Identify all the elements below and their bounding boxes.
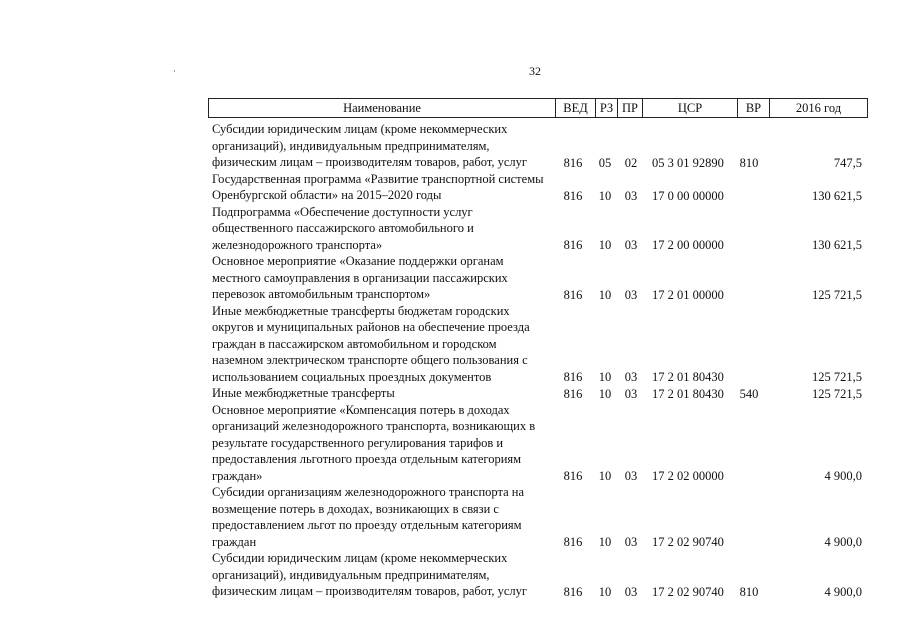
row-vr: 540 <box>739 386 759 401</box>
header-vr: ВР <box>738 99 770 117</box>
row-ved: 816 <box>563 287 583 302</box>
table-row <box>0 385 905 402</box>
row-name-line: Основное мероприятие «Оказание поддержки органам <box>212 254 504 268</box>
row-name <box>212 484 557 550</box>
row-ved: 816 <box>563 155 583 170</box>
row-name-line: Подпрограмма «Обеспечение доступности услуг <box>212 204 473 219</box>
row-csr: 17 2 02 00000 <box>652 469 724 483</box>
row-name-line: Государственная программа «Развитие транспортной системы <box>212 171 544 186</box>
row-name-line: Иные межбюджетные трансферты бюджетам городских <box>212 303 510 318</box>
row-rz: 10 <box>598 386 612 401</box>
row-sum: 4 900,0 <box>824 584 862 599</box>
row-vr: 810 <box>739 155 759 170</box>
row-pr: 03 <box>624 535 638 549</box>
row-rz: 10 <box>598 584 612 599</box>
row-ved: 816 <box>563 584 583 599</box>
row-name <box>212 121 557 171</box>
row-csr: 17 2 00 00000 <box>652 238 724 252</box>
table-row <box>0 204 905 254</box>
header-rz: РЗ <box>596 99 618 117</box>
row-name <box>212 385 557 402</box>
row-name-line: организаций железнодорожного транспорта, возникающих в <box>212 419 536 433</box>
row-sum: 130 621,5 <box>812 188 862 203</box>
row-vr <box>737 287 761 303</box>
row-name-line: округов и муниципальных районов на обеспечение проезда <box>212 320 530 334</box>
row-name-line: Субсидии организациям железнодорожного транспорта на <box>212 485 525 499</box>
row-sum: 125 721,5 <box>812 370 862 384</box>
row-ved: 816 <box>563 469 583 483</box>
row-name-line: общественного пассажирского автомобильного и <box>212 221 474 235</box>
row-ved: 816 <box>563 535 583 549</box>
table-row <box>0 171 905 204</box>
row-name-line: Субсидии юридическим лицам (кроме некоммерческих <box>212 122 508 136</box>
row-pr: 03 <box>624 188 638 203</box>
row-csr: 17 2 01 80430 <box>652 386 724 401</box>
header-ved: ВЕД <box>556 99 596 117</box>
row-name-line: граждан <box>212 534 257 549</box>
row-csr: 17 2 02 90740 <box>652 535 724 549</box>
row-rz: 05 <box>598 155 612 170</box>
row-name <box>212 402 557 485</box>
row-sum: 4 900,0 <box>824 535 862 549</box>
row-pr: 03 <box>624 370 638 384</box>
row-ved: 816 <box>563 386 583 401</box>
row-name-line: предоставления льготного проезда отдельным категориям <box>212 452 522 466</box>
row-vr <box>737 369 761 385</box>
row-name-line: граждан» <box>212 468 263 483</box>
row-csr: 17 2 01 80430 <box>652 370 724 384</box>
row-sum: 125 721,5 <box>812 386 862 401</box>
row-name-line: возмещение потерь в доходах, возникающих в связи с <box>212 501 499 516</box>
row-name-line: физическим лицам – производителям товаров, работ, услуг <box>212 584 528 598</box>
row-sum: 747,5 <box>833 155 862 170</box>
row-name-line: Основное мероприятие «Компенсация потерь в доходах <box>212 402 510 417</box>
row-name <box>212 303 557 386</box>
row-name-line: предоставлением льгот по проезду отдельным категориям <box>212 518 522 532</box>
header-name: Наименование <box>209 99 556 117</box>
table-row <box>0 253 905 303</box>
row-name-line: железнодорожного транспорта» <box>212 237 383 252</box>
row-name <box>212 204 557 254</box>
row-name-line: Субсидии юридическим лицам (кроме некоммерческих <box>212 551 508 565</box>
row-name-line: организаций), индивидуальным предпринимателям, <box>212 567 490 582</box>
table-row <box>0 402 905 485</box>
row-vr <box>737 237 761 253</box>
row-ved: 816 <box>563 238 583 252</box>
row-rz: 10 <box>598 287 612 302</box>
row-sum: 130 621,5 <box>812 238 862 252</box>
row-name-line: результате государственного регулирования тарифов и <box>212 435 504 450</box>
row-ved: 816 <box>563 370 583 384</box>
table-row <box>0 550 905 600</box>
row-pr: 03 <box>624 287 638 302</box>
row-name-line: граждан в пассажирском автомобильном и городском <box>212 336 497 351</box>
row-name <box>212 550 557 600</box>
row-pr: 03 <box>624 238 638 252</box>
header-pr: ПР <box>618 99 643 117</box>
table-header <box>208 98 868 118</box>
row-pr: 03 <box>624 386 638 401</box>
row-vr: 810 <box>739 584 759 599</box>
row-vr <box>737 188 761 204</box>
row-sum: 4 900,0 <box>824 469 862 483</box>
row-name-line: использованием социальных проездных документов <box>212 369 492 384</box>
row-rz: 10 <box>598 188 612 203</box>
row-name-line: Оренбургской области» на 2015–2020 годы <box>212 188 442 202</box>
row-csr: 17 0 00 00000 <box>652 188 724 203</box>
row-rz: 10 <box>598 535 612 549</box>
row-name-line: перевозок автомобильным транспортом» <box>212 287 431 301</box>
row-pr: 03 <box>624 584 638 599</box>
row-csr: 17 2 02 90740 <box>652 584 724 599</box>
row-name-line: местного самоуправления в организации пассажирских <box>212 270 508 285</box>
scan-artifact <box>174 70 175 72</box>
row-csr: 05 3 01 92890 <box>652 155 724 170</box>
row-ved: 816 <box>563 188 583 203</box>
row-name <box>212 253 557 303</box>
row-csr: 17 2 01 00000 <box>652 287 724 302</box>
header-csr: ЦСР <box>643 99 738 117</box>
row-name-line: Иные межбюджетные трансферты <box>212 386 395 400</box>
row-pr: 02 <box>624 155 638 170</box>
row-rz: 10 <box>598 238 612 252</box>
table-row <box>0 121 905 171</box>
page-number: 32 <box>529 64 541 78</box>
header-year: 2016 год <box>795 101 842 115</box>
row-rz: 10 <box>598 469 612 483</box>
row-name-line: организаций), индивидуальным предпринимателям, <box>212 138 490 153</box>
row-name-line: наземном электрическом транспорте общего пользования с <box>212 353 528 367</box>
row-vr <box>737 468 761 484</box>
table-row <box>0 303 905 386</box>
table-row <box>0 484 905 550</box>
row-rz: 10 <box>598 370 612 384</box>
row-vr <box>737 534 761 550</box>
row-name-line: физическим лицам – производителям товаров, работ, услуг <box>212 155 528 169</box>
row-sum: 125 721,5 <box>812 287 862 302</box>
row-name <box>212 171 557 204</box>
row-pr: 03 <box>624 469 638 483</box>
